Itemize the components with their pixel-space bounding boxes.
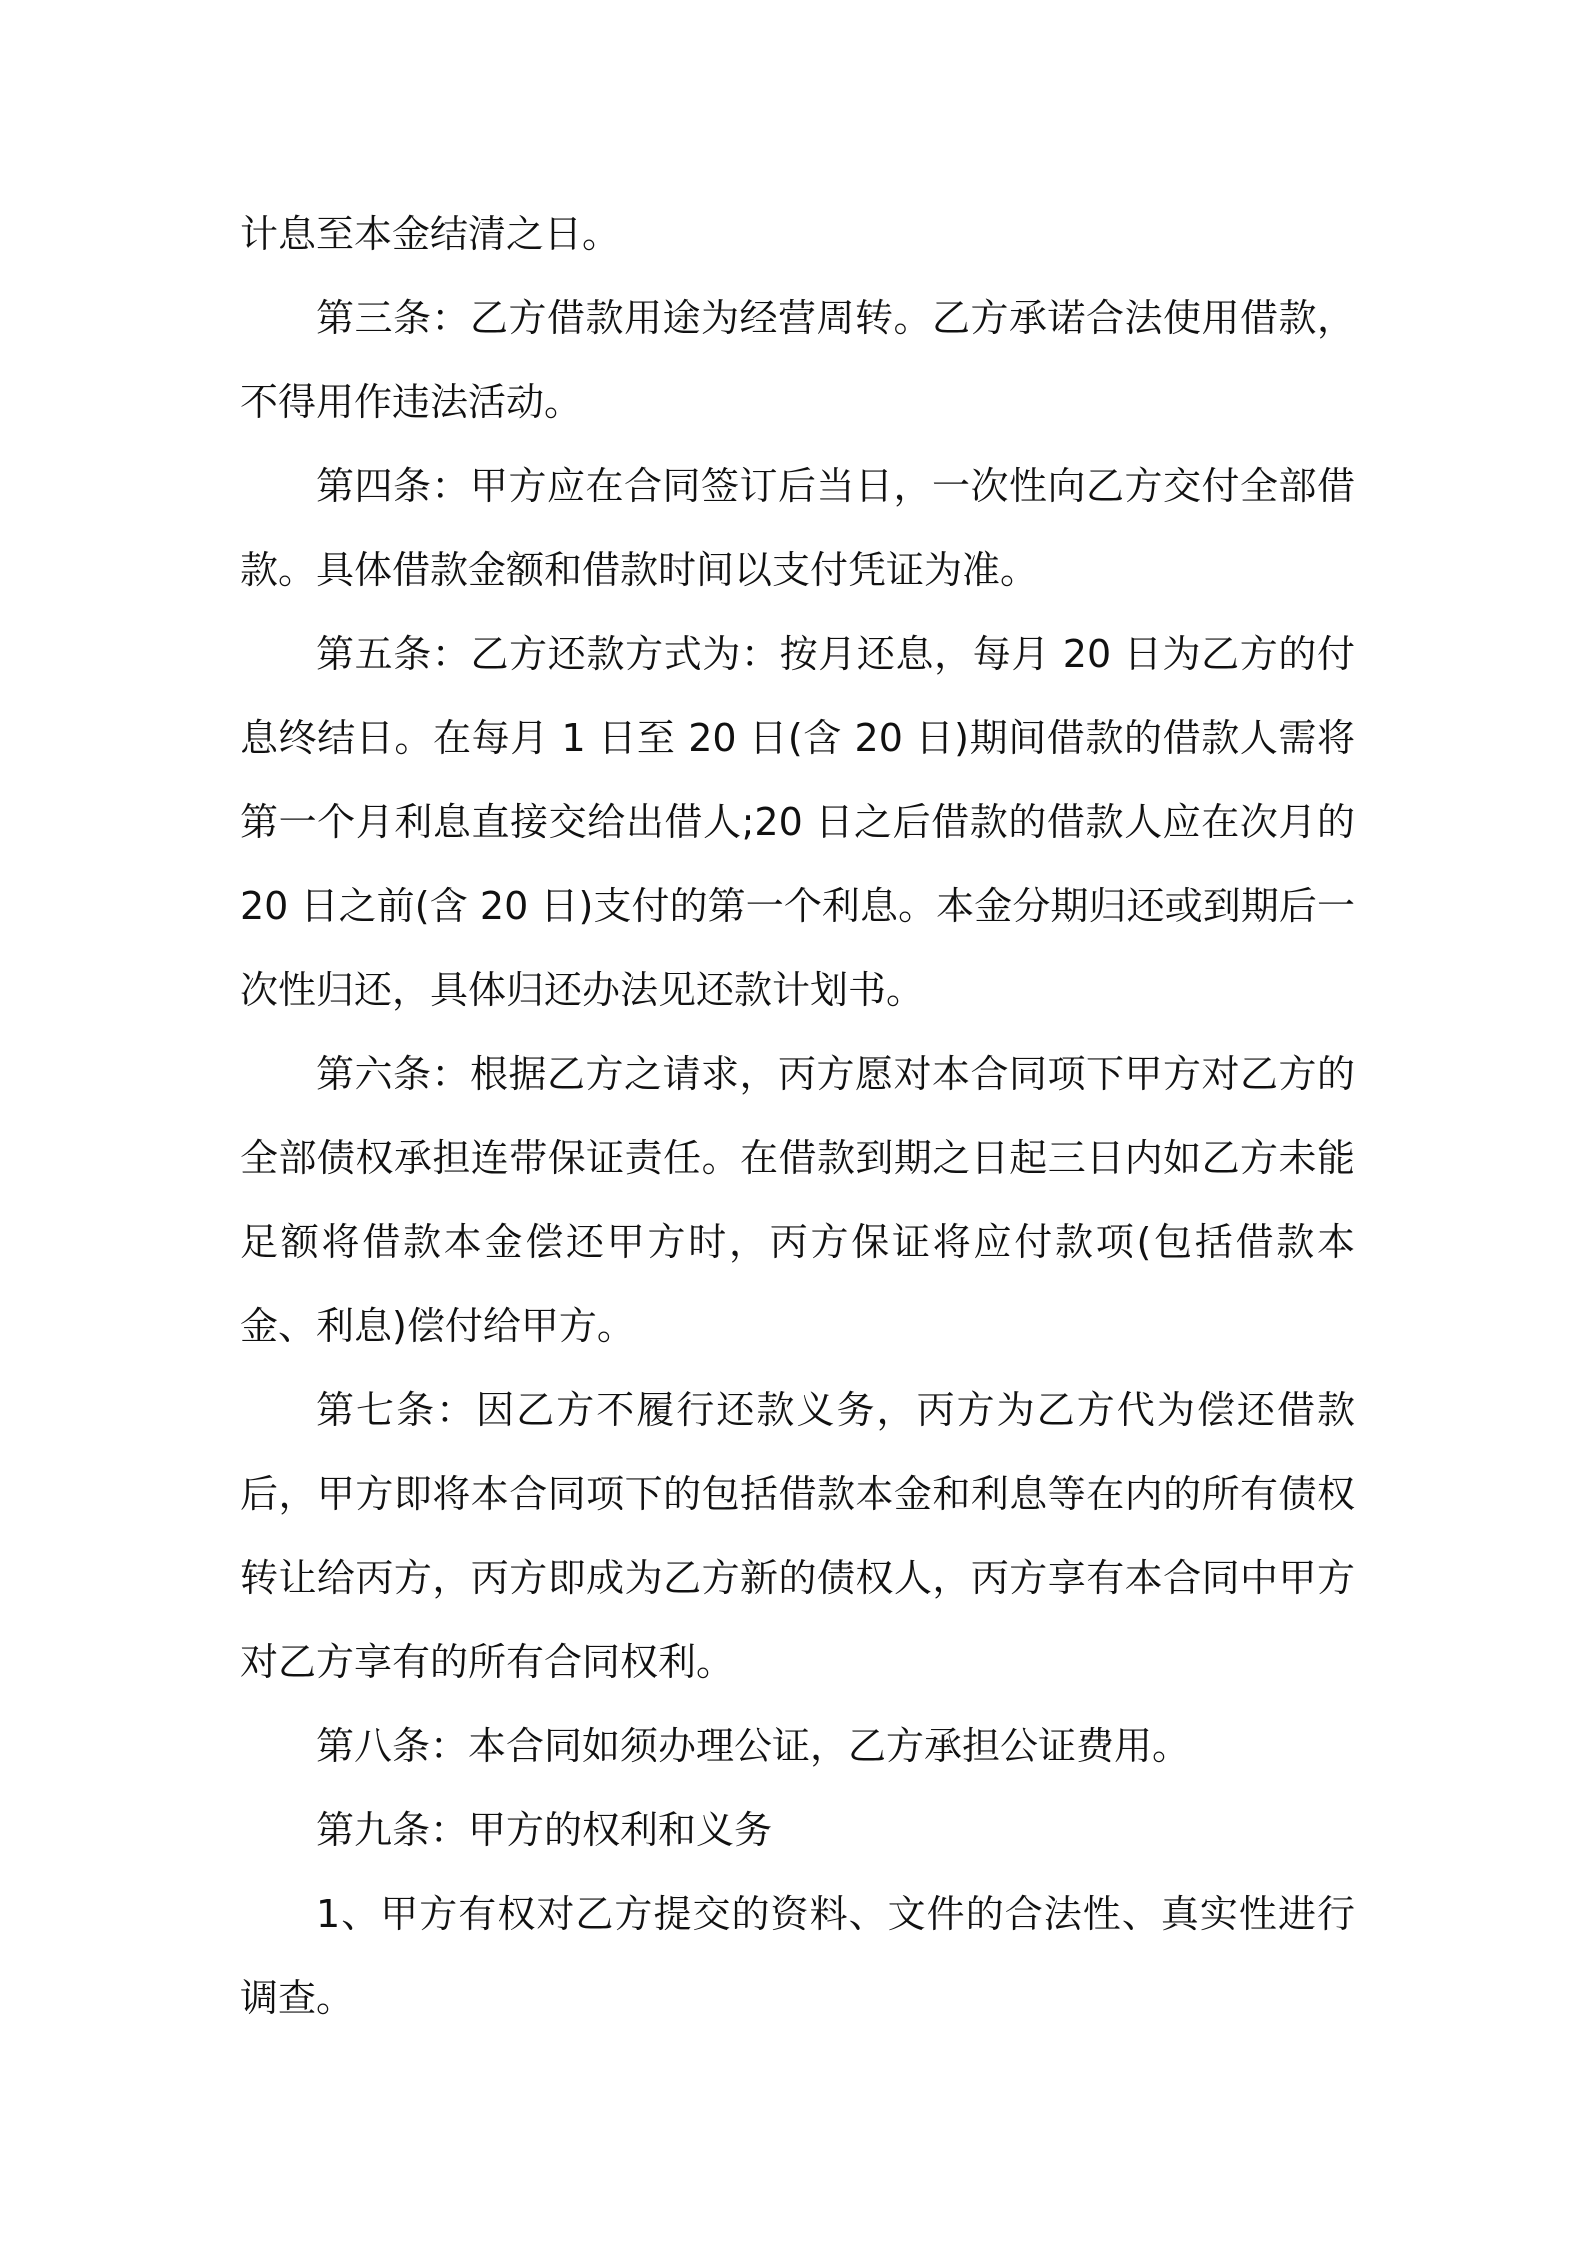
paragraph-continuation: 计息至本金结清之日。: [240, 212, 621, 256]
paragraph-article-5: 第五条：乙方还款方式为：按月还息，每月 20 日为乙方的付息终结日。在每月 1 日至 20 日(含 20 日)期间借款的借款人需将第一个月利息直接交给出借人;20 日之后借款的借款人应在次月的 20 日之前(含 20 日)支付的第一个利息。本金分期归还或到期后一次性归还，具体归还办法见还款计划书。: [240, 632, 1355, 1012]
paragraph-article-7: 第七条：因乙方不履行还款义务，丙方为乙方代为偿还借款后，甲方即将本合同项下的包括借款本金和利息等在内的所有债权转让给丙方，丙方即成为乙方新的债权人，丙方享有本合同中甲方对乙方享有的所有合同权利。: [240, 1388, 1355, 1684]
paragraph-article-9-item-1: 1、甲方有权对乙方提交的资料、文件的合法性、真实性进行调查。: [240, 1892, 1355, 2020]
paragraph-article-6: 第六条：根据乙方之请求，丙方愿对本合同项下甲方对乙方的全部债权承担连带保证责任。在借款到期之日起三日内如乙方未能足额将借款本金偿还甲方时，丙方保证将应付款项(包括借款本金、利息)偿付给甲方。: [240, 1052, 1355, 1348]
paragraph-article-9: 第九条：甲方的权利和义务: [316, 1808, 773, 1852]
paragraph-article-3: 第三条：乙方借款用途为经营周转。乙方承诺合法使用借款，不得用作违法活动。: [240, 296, 1355, 424]
paragraph-article-8: 第八条：本合同如须办理公证，乙方承担公证费用。: [316, 1724, 1191, 1768]
paragraph-article-4: 第四条：甲方应在合同签订后当日，一次性向乙方交付全部借款。具体借款金额和借款时间以支付凭证为准。: [240, 464, 1355, 592]
document-body: [240, 192, 1355, 2040]
